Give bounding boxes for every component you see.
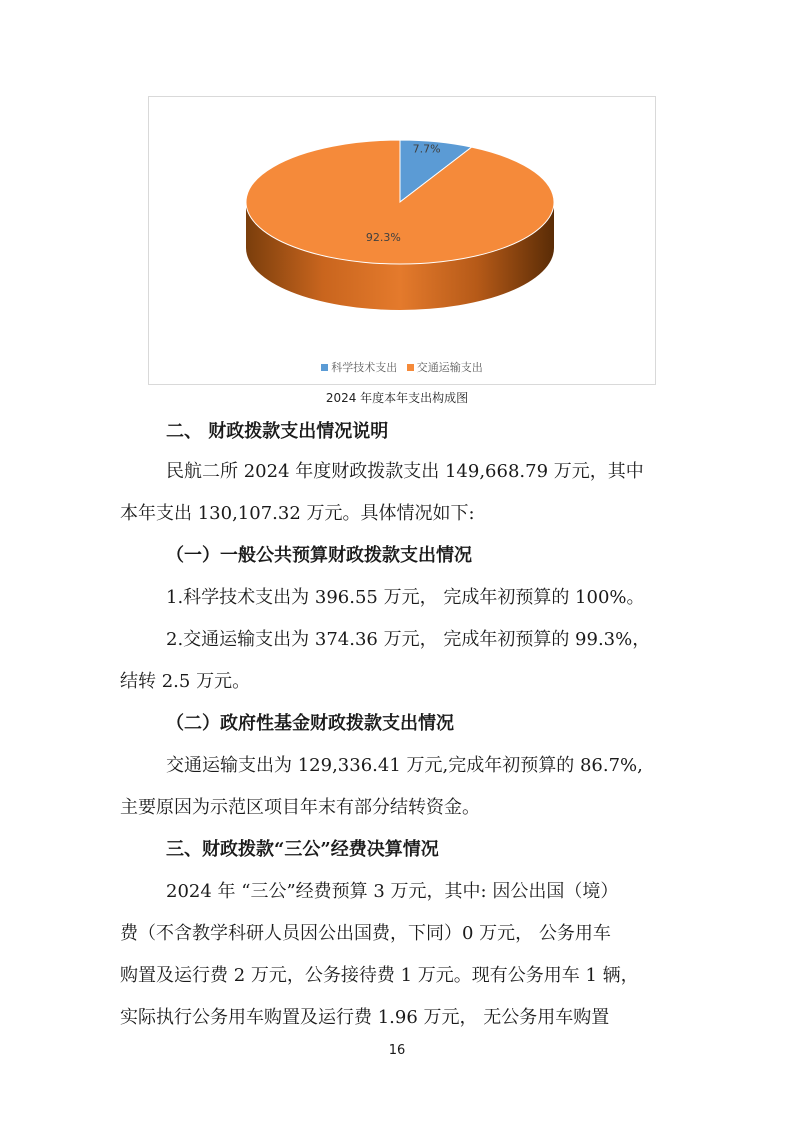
legend-item-transport [407, 361, 483, 374]
item-2-line-2: 结转 2.5 万元。 [120, 671, 251, 692]
legend-label-science: 科学技术支出 [331, 361, 398, 374]
subheading-2: （二）政府性基金财政拨款支出情况 [166, 713, 454, 734]
pie-chart [149, 97, 655, 384]
legend-item-science [321, 361, 397, 374]
para-3-line-2: 费（不含教学科研人员因公出国费，下同）0 万元， 公务用车 [120, 923, 611, 944]
pie-slice-1 [246, 140, 554, 264]
section-2-heading: 二、 财政拨款支出情况说明 [166, 421, 389, 442]
para-1-line-2: 本年支出 130,107.32 万元。具体情况如下: [120, 503, 475, 524]
item-1: 1.科学技术支出为 396.55 万元， 完成年初预算的 100%。 [166, 587, 645, 608]
para-2-line-2: 主要原因为示范区项目年末有部分结转资金。 [120, 797, 480, 818]
para-2-line-1: 交通运输支出为 129,336.41 万元,完成年初预算的 86.7%, [166, 755, 643, 776]
para-3-line-3: 购置及运行费 2 万元，公务接待费 1 万元。现有公务用车 1 辆， [120, 965, 639, 986]
section-3-heading: 三、财政拨款“三公”经费决算情况 [166, 839, 439, 860]
para-3-line-1: 2024 年 “三公”经费预算 3 万元，其中: 因公出国（境） [166, 881, 619, 902]
para-1-line-1: 民航二所 2024 年度财政拨款支出 149,668.79 万元，其中 [166, 461, 644, 482]
subheading-1: （一）一般公共预算财政拨款支出情况 [166, 545, 472, 566]
para-3-line-4: 实际执行公务用车购置及运行费 1.96 万元， 无公务用车购置 [120, 1007, 610, 1028]
chart-legend [149, 359, 655, 375]
page-number: 16 [388, 1043, 406, 1058]
chart-caption: 2024 年度本年支出构成图 [325, 391, 469, 405]
legend-swatch-transport [407, 364, 414, 371]
legend-swatch-science [321, 364, 328, 371]
pie-data-label-1: 92.3% [365, 231, 401, 245]
pie-data-label-0: 7.7% [412, 142, 441, 156]
legend-label-transport: 交通运输支出 [416, 361, 483, 374]
pie-chart-frame [148, 96, 656, 385]
item-2-line-1: 2.交通运输支出为 374.36 万元， 完成年初预算的 99.3%， [166, 629, 651, 650]
